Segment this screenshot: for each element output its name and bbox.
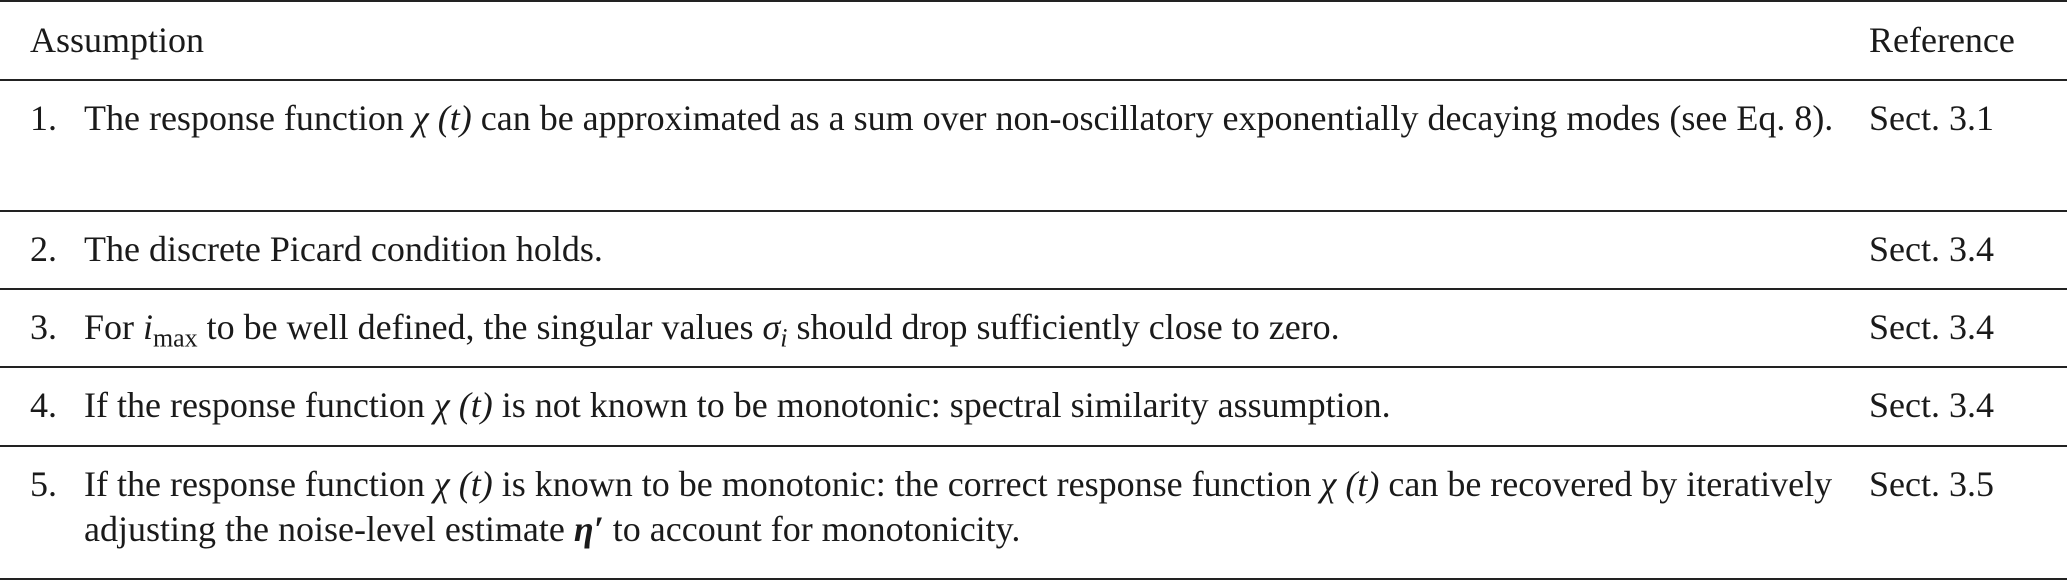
table-row xyxy=(0,289,2067,367)
row-number: 5. xyxy=(0,446,84,579)
reference-cell: Sect. 3.4 xyxy=(1857,367,2067,446)
chi-t-symbol: χ (t) xyxy=(1320,464,1380,504)
reference-cell: Sect. 3.1 xyxy=(1857,80,2067,211)
table-row xyxy=(0,367,2067,446)
header-row xyxy=(0,1,2067,80)
header-assumption: Assumption xyxy=(0,1,1857,80)
i-max-symbol: $i_{max}$ xyxy=(143,307,198,353)
table-row xyxy=(0,80,2067,211)
table-body xyxy=(0,80,2067,579)
row-number: 2. xyxy=(0,211,84,289)
reference-cell: Sect. 3.4 xyxy=(1857,211,2067,289)
table-row xyxy=(0,211,2067,289)
reference-cell: Sect. 3.5 xyxy=(1857,446,2067,579)
chi-t-symbol: χ (t) xyxy=(433,385,493,425)
chi-t-symbol: χ (t) xyxy=(433,464,493,504)
header-reference: Reference xyxy=(1857,1,2067,80)
assumption-text: If the response function χ (t) is known to be monotonic: the correct response function χ (t) can be recovered by iteratively adjusting the noise-level estimate η′ to account for monotonicity. xyxy=(84,446,1857,579)
assumption-text: The discrete Picard condition holds. xyxy=(84,211,1857,289)
table-header xyxy=(0,1,2067,80)
assumption-text: The response function χ (t) can be approximated as a sum over non-oscillatory exponentially decaying modes (see Eq. 8). xyxy=(84,80,1857,211)
row-number: 4. xyxy=(0,367,84,446)
assumption-text: If the response function χ (t) is not known to be monotonic: spectral similarity assumption. xyxy=(84,367,1857,446)
eta-prime-symbol: η′ xyxy=(573,509,604,549)
assumption-text: For $i_{max}$ to be well defined, the singular values $\sigma_i$ should drop sufficiently close to zero. xyxy=(84,289,1857,367)
table-row xyxy=(0,446,2067,579)
sigma-i-symbol: $\sigma_i$ xyxy=(762,307,788,353)
row-number: 3. xyxy=(0,289,84,367)
chi-t-symbol: χ (t) xyxy=(412,98,472,138)
row-number: 1. xyxy=(0,80,84,211)
reference-cell: Sect. 3.4 xyxy=(1857,289,2067,367)
